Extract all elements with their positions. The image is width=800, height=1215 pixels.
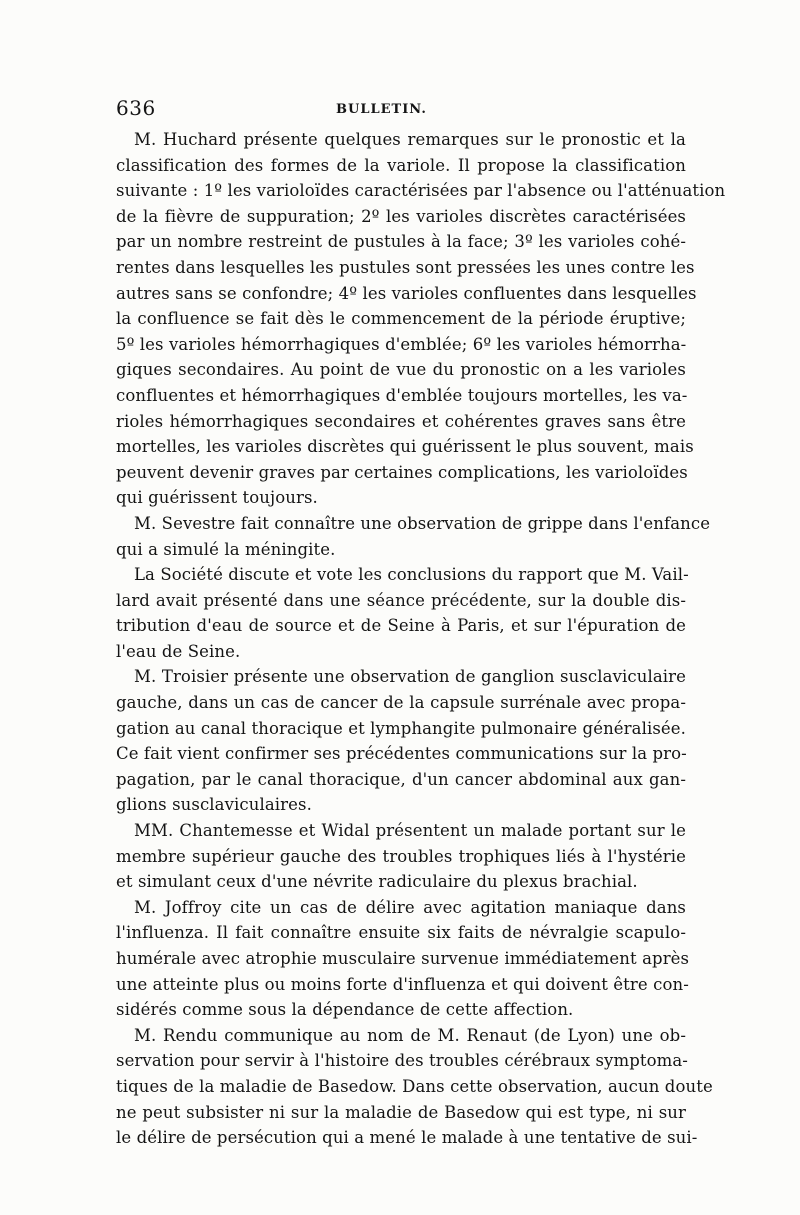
text-line: rioles hémorrhagiques secondaires et cohérentes graves sans être (116, 411, 686, 431)
text-line: Ce fait vient confirmer ses précédentes communications sur la pro- (116, 744, 687, 764)
text-line: sidérés comme sous la dépendance de cette affection. (116, 1000, 574, 1020)
text-line: confluentes et hémorrhagiques d'emblée toujours mortelles, les va- (116, 385, 688, 405)
text-line: l'influenza. Il fait connaître ensuite six faits de névralgie scapulo- (116, 923, 686, 943)
text-line: autres sans se confondre; 4º les varioles confluentes dans lesquelles (116, 283, 697, 303)
text-line: la confluence se fait dès le commencement de la période éruptive; (116, 309, 686, 329)
text-line: ne peut subsister ni sur la maladie de Basedow qui est type, ni sur (116, 1102, 686, 1122)
text-line: mortelles, les varioles discrètes qui guérissent le plus souvent, mais (116, 437, 694, 457)
text-line: classification des formes de la variole. Il propose la classification (116, 155, 686, 175)
text-line: 5º les varioles hémorrhagiques d'emblée; 6º les varioles hémorrha- (116, 334, 687, 354)
text-line: humérale avec atrophie musculaire survenue immédiatement après (116, 949, 690, 968)
text-line: et simulant ceux d'une névrite radiculaire du plexus brachial. (116, 872, 638, 892)
text-line: le délire de persécution qui a mené le malade à une tentative de sui- (116, 1128, 698, 1148)
text-line: M. Huchard présente quelques remarques sur le pronostic et la (134, 130, 686, 149)
page-number: 636 (116, 96, 156, 120)
text-line: gation au canal thoracique et lymphangite pulmonaire généralisée. (116, 718, 686, 738)
text-line: M. Joffroy cite un cas de délire avec agitation maniaque dans (134, 897, 686, 917)
text-line: tribution d'eau de source et de Seine à Paris, et sur l'épuration de (116, 616, 686, 636)
text-line: glions susclaviculaires. (116, 795, 312, 815)
text-line: membre supérieur gauche des troubles trophiques liés à l'hystérie (116, 846, 686, 866)
text-line: pagation, par le canal thoracique, d'un cancer abdominal aux gan- (116, 769, 686, 789)
text-line: MM. Chantemesse et Widal présentent un malade portant sur le (134, 821, 686, 841)
text-line: qui guérissent toujours. (116, 488, 318, 508)
text-line: l'eau de Seine. (116, 641, 241, 661)
text-line: peuvent devenir graves par certaines complications, les varioloïdes (116, 462, 688, 482)
running-title: BULLETIN. (336, 102, 427, 117)
text-line: gauche, dans un cas de cancer de la capsule surrénale avec propa- (116, 693, 686, 713)
text-line: qui a simulé la méningite. (116, 539, 336, 559)
text-line: La Société discute et vote les conclusions du rapport que M. Vail- (134, 565, 689, 585)
text-line: suivante : 1º les varioloïdes caractérisées par l'absence ou l'atténuation (116, 181, 726, 201)
text-line: une atteinte plus ou moins forte d'influenza et qui doivent être con- (116, 974, 689, 994)
text-line: tiques de la maladie de Basedow. Dans cette observation, aucun doute (116, 1076, 713, 1096)
page-header (116, 96, 684, 124)
text-line: M. Sevestre fait connaître une observation de grippe dans l'enfance (134, 513, 711, 533)
text-line: M. Rendu communique au nom de M. Renaut (de Lyon) une ob- (134, 1025, 686, 1045)
text-line: par un nombre restreint de pustules à la face; 3º les varioles cohé- (116, 232, 686, 252)
text-line: giques secondaires. Au point de vue du pronostic on a les varioles (116, 360, 686, 380)
text-line: M. Troisier présente une observation de ganglion susclaviculaire (134, 667, 686, 687)
text-line: lard avait présenté dans une séance précédente, sur la double dis- (116, 590, 686, 610)
text-line: de la fièvre de suppuration; 2º les varioles discrètes caractérisées (116, 206, 686, 226)
text-line: rentes dans lesquelles les pustules sont pressées les unes contre les (116, 257, 695, 277)
text-line: servation pour servir à l'histoire des troubles cérébraux symptoma- (116, 1051, 688, 1071)
body-text (116, 127, 726, 1151)
